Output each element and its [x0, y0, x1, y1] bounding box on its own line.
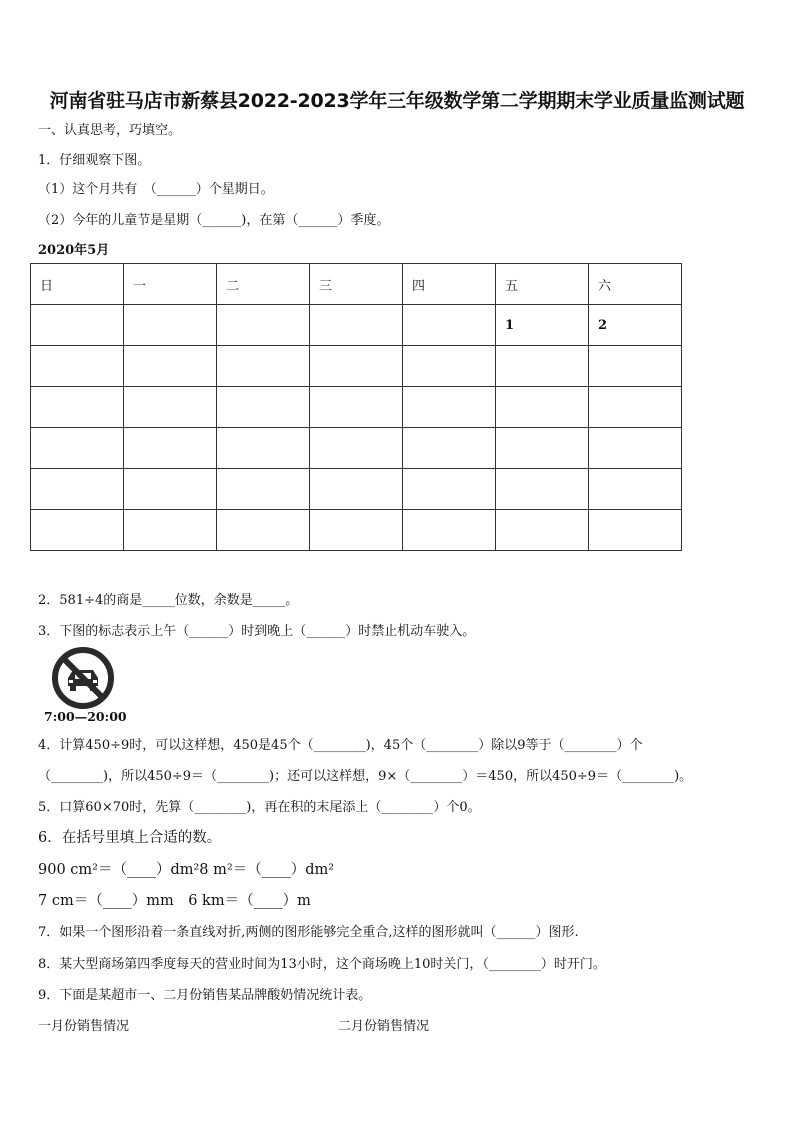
calendar-table: [30, 263, 682, 551]
question-6-line-2: 7 cm＝（____）mm 6 km＝（____）m: [38, 893, 311, 909]
calendar-week-row: [31, 469, 682, 510]
calendar-day-cell: [217, 469, 310, 510]
no-vehicle-sign-icon: [51, 646, 115, 710]
calendar-day-cell: [31, 510, 124, 551]
calendar-day-cell: [31, 428, 124, 469]
section-heading: 一、认真思考，巧填空。: [38, 123, 182, 138]
calendar-day-cell: [217, 387, 310, 428]
page-title: 河南省驻马店市新蔡县2022-2023学年三年级数学第二学期期末学业质量监测试题: [49, 90, 745, 112]
calendar-day-cell: [124, 305, 217, 346]
calendar-day-cell: [403, 469, 496, 510]
calendar-header-cell: 六: [589, 264, 682, 305]
question-4-line-2: （________)，所以450÷9＝（________)；还可以这样想，9×（________）＝450，所以450÷9＝（________)。: [38, 769, 693, 784]
calendar-day-cell: [403, 428, 496, 469]
calendar-day-cell: [310, 510, 403, 551]
calendar-day-cell: [310, 305, 403, 346]
question-6-stem: 6．在括号里填上合适的数。: [38, 830, 222, 846]
calendar-day-cell: [496, 346, 589, 387]
calendar-week-row: [31, 346, 682, 387]
calendar-day-cell: [310, 469, 403, 510]
calendar-day-cell: [496, 428, 589, 469]
question-6-line-1: 900 cm²＝（____）dm²8 m²＝（____）dm²: [38, 862, 335, 878]
calendar-day-cell: [124, 346, 217, 387]
calendar-day-cell: [217, 305, 310, 346]
calendar-week-row: [31, 305, 682, 346]
calendar-header-cell: 日: [31, 264, 124, 305]
calendar-day-cell: [31, 346, 124, 387]
calendar-day-cell: [31, 387, 124, 428]
calendar-day-cell: [403, 510, 496, 551]
calendar-day-cell: [310, 387, 403, 428]
calendar-day-cell: [217, 510, 310, 551]
question-1-part-2: （2）今年的儿童节是星期（______)，在第（______）季度。: [38, 213, 390, 228]
calendar-header-cell: 五: [496, 264, 589, 305]
february-table-title: 二月份销售情况: [338, 1019, 430, 1034]
calendar-day-cell: [403, 305, 496, 346]
calendar-header-row: [31, 264, 682, 305]
calendar-day-cell: [589, 346, 682, 387]
calendar-day-cell: [496, 387, 589, 428]
calendar-header-cell: 三: [310, 264, 403, 305]
calendar-header-cell: 一: [124, 264, 217, 305]
calendar-week-row: [31, 428, 682, 469]
calendar-day-cell: 1: [496, 305, 589, 346]
calendar-day-cell: [589, 510, 682, 551]
calendar-day-cell: [403, 346, 496, 387]
question-3: 3．下图的标志表示上午（______）时到晚上（______）时禁止机动车驶入。: [38, 624, 476, 639]
calendar-day-cell: [217, 428, 310, 469]
calendar-header-cell: 二: [217, 264, 310, 305]
question-7: 7．如果一个图形沿着一条直线对折,两侧的图形能够完全重合,这样的图形就叫（______）图形.: [38, 925, 579, 940]
sign-time-label: 7:00—20:00: [44, 709, 127, 724]
calendar-day-cell: 2: [589, 305, 682, 346]
january-table-title: 一月份销售情况: [38, 1019, 130, 1034]
question-9: 9．下面是某超市一、二月份销售某品牌酸奶情况统计表。: [38, 988, 372, 1003]
question-1-stem: 1．仔细观察下图。: [38, 153, 151, 168]
calendar-day-cell: [589, 469, 682, 510]
calendar-day-cell: [403, 387, 496, 428]
calendar-day-cell: [124, 428, 217, 469]
calendar-week-row: [31, 387, 682, 428]
calendar-day-cell: [310, 428, 403, 469]
calendar-caption: 2020年5月: [38, 243, 110, 258]
question-4-line-1: 4．计算450÷9时，可以这样想，450是45个（________)，45个（________）除以9等于（________）个: [38, 738, 643, 753]
calendar-day-cell: [496, 469, 589, 510]
calendar-day-cell: [31, 305, 124, 346]
question-8: 8．某大型商场第四季度每天的营业时间为13小时，这个商场晚上10时关门，（________）时开门。: [38, 957, 606, 972]
calendar-day-cell: [31, 469, 124, 510]
calendar-day-cell: [310, 346, 403, 387]
calendar-day-cell: [124, 387, 217, 428]
calendar-day-cell: [124, 469, 217, 510]
calendar-day-cell: [589, 428, 682, 469]
question-5: 5．口算60×70时，先算（________)，再在积的末尾添上（________）个0。: [38, 800, 481, 815]
calendar-header-cell: 四: [403, 264, 496, 305]
question-2: 2．581÷4的商是_____位数，余数是_____。: [38, 593, 299, 608]
calendar-week-row: [31, 510, 682, 551]
calendar-day-cell: [589, 387, 682, 428]
question-1-part-1: （1）这个月共有 （______）个星期日。: [38, 182, 274, 197]
calendar-day-cell: [124, 510, 217, 551]
calendar-day-cell: [217, 346, 310, 387]
calendar-day-cell: [496, 510, 589, 551]
